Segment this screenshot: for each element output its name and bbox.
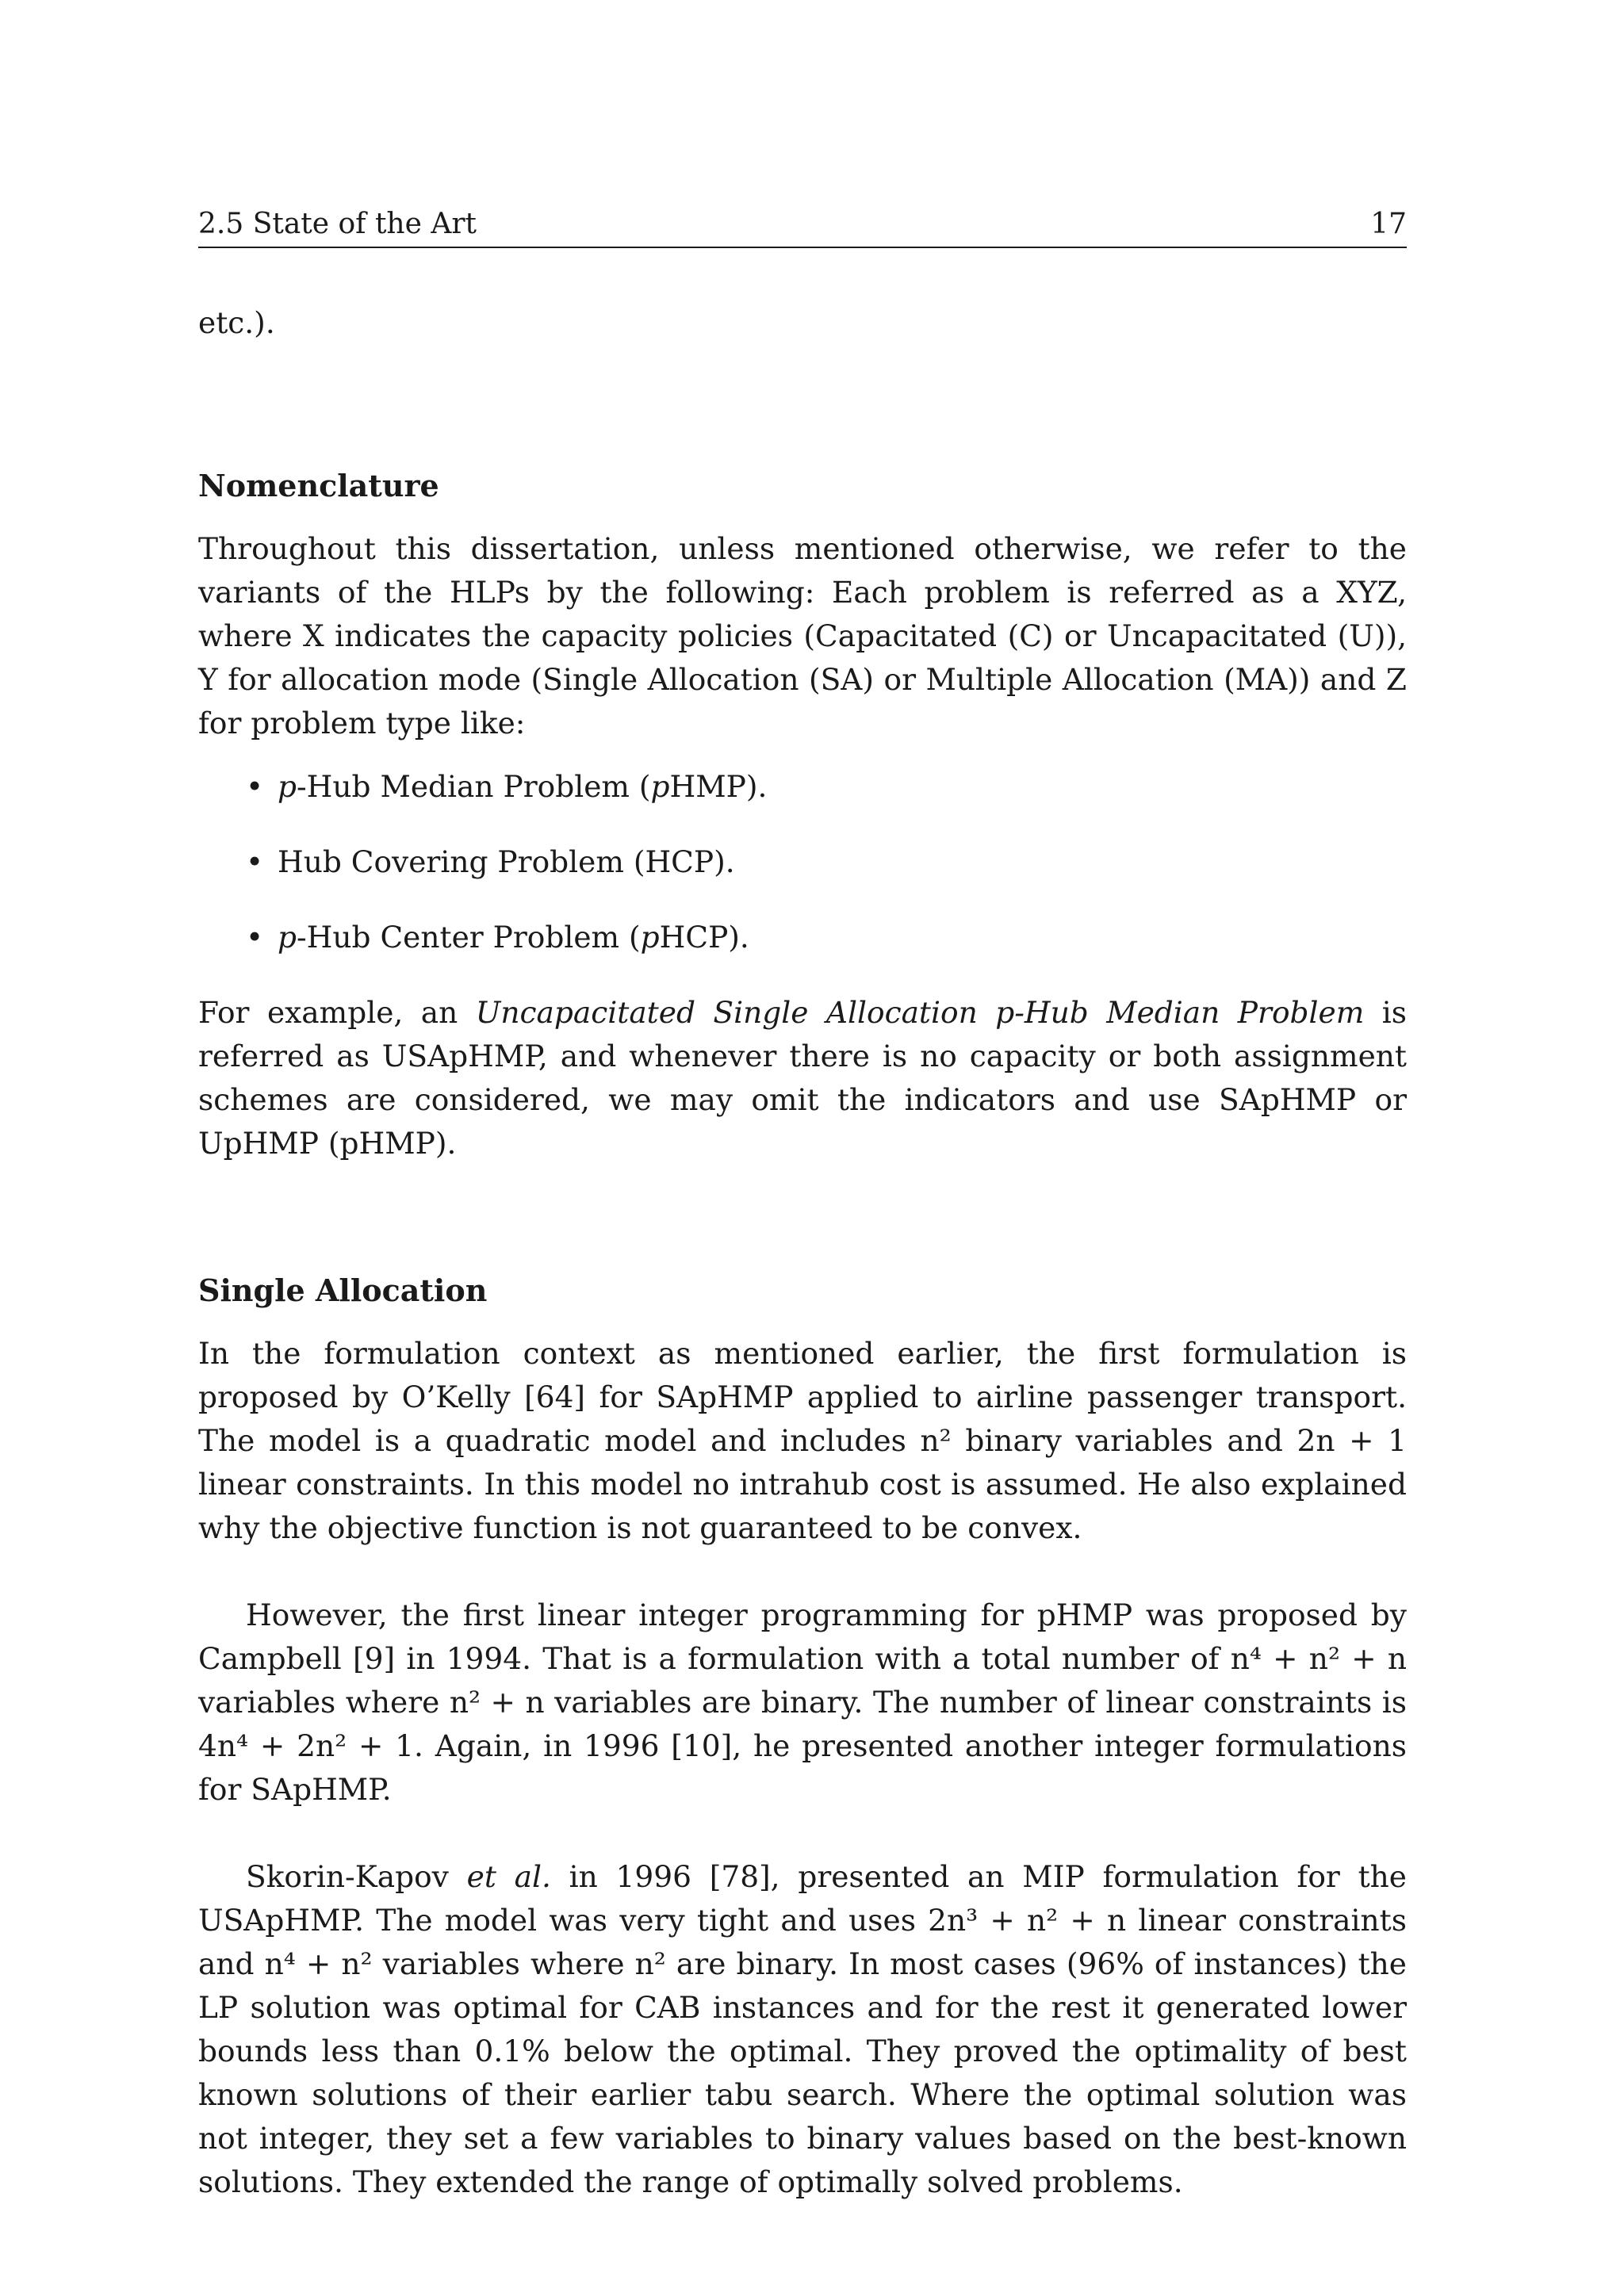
nomenclature-heading: Nomenclature xyxy=(198,468,439,503)
intro-fragment: etc.). xyxy=(198,305,275,340)
bullet-icon: • xyxy=(246,769,264,804)
nomenclature-paragraph: Throughout this dissertation, unless mentioned otherwise, we refer to the variants of the HLPs by the following: Each problem is referred as a XYZ, where X indicates the capacity policies (Capacitated (C) or Uncapacitated (U)), Y for allocation mode (Single Allocation (SA) or Multiple Allocation (MA)) and Z for problem type like: xyxy=(198,531,1407,740)
section-title: 2.5 State of the Art xyxy=(198,208,477,240)
bullet-icon: • xyxy=(246,920,264,955)
bullet-icon: • xyxy=(246,844,264,879)
example-paragraph: For example, an Uncapacitated Single Allocation p-Hub Median Problem is referred as USApHMP, and whenever there is no capacity or both assignment schemes are considered, we may omit the indicators and use SApHMP or UpHMP (pHMP). xyxy=(198,995,1407,1161)
single-allocation-paragraph-2: However, the first linear integer programming for pHMP was proposed by Campbell [9] in 1994. That is a formulation with a total number of n⁴ + n² + n variables where n² + n variables are binary. The number of linear constraints is 4n⁴ + 2n² + 1. Again, in 1996 [10], he presented another integer formulations for SApHMP. xyxy=(198,1598,1407,1807)
page-content xyxy=(198,301,1407,2204)
list-item: • p-Hub Center Problem (pHCP). xyxy=(198,916,1407,959)
page-number: 17 xyxy=(1370,208,1407,240)
single-allocation-heading: Single Allocation xyxy=(198,1272,488,1308)
single-allocation-paragraph-3: Skorin-Kapov et al. in 1996 [78], presented an MIP formulation for the USApHMP. The model was very tight and uses 2n³ + n² + n linear constraints and n⁴ + n² variables where n² are binary. In most cases (96% of instances) the LP solution was optimal for CAB instances and for the rest it generated lower bounds less than 0.1% below the optimal. They proved the optimality of best known solutions of their earlier tabu search. Where the optimal solution was not integer, they set a few variables to binary values based on the best-known solutions. They extended the range of optimally solved problems. xyxy=(198,1859,1408,2199)
list-item: • p-Hub Median Problem (pHMP). xyxy=(198,765,1407,809)
single-allocation-paragraph-1: In the formulation context as mentioned earlier, the first formulation is proposed by O’Kelly [64] for SApHMP applied to airline passenger transport. The model is a quadratic model and includes n² binary variables and 2n + 1 linear constraints. In this model no intrahub cost is assumed. He also explained why the objective function is not guaranteed to be convex. xyxy=(198,1336,1407,1545)
list-item: • Hub Covering Problem (HCP). xyxy=(198,840,1407,884)
problem-type-list xyxy=(198,765,1407,959)
running-header xyxy=(198,208,1407,248)
